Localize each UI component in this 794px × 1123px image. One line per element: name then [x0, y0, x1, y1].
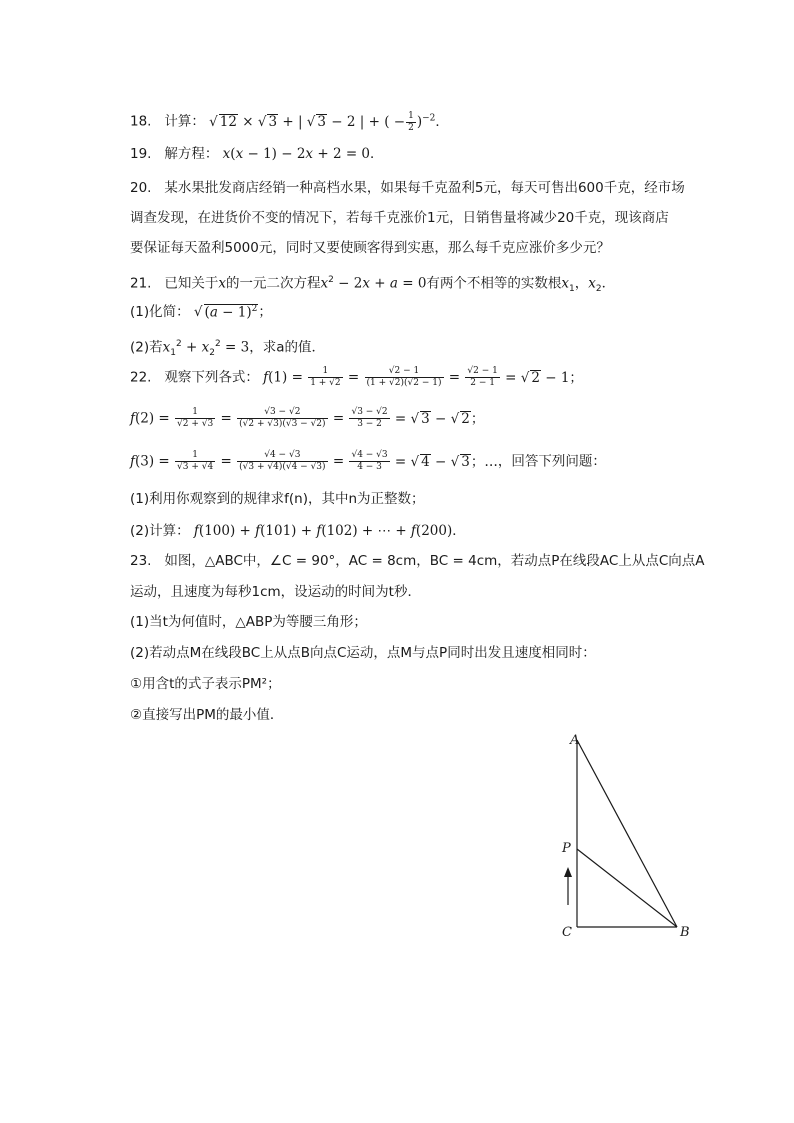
question-label: 计算：	[164, 113, 205, 130]
part-suffix: ，求a的值．	[249, 339, 325, 356]
part-label: (2)计算：	[130, 523, 190, 539]
question-number: 22.	[130, 369, 152, 386]
label-b: B	[680, 925, 690, 940]
triangle-figure	[550, 728, 710, 948]
part-prefix: (2)若	[130, 339, 163, 356]
question-18: 18. 计算： √ 12 × √ 3 + | √ 3 − 2 | + ( − $\frac{1}{2}$ )$^{-2}$．	[130, 110, 449, 133]
question-23-sub-2: ②直接写出PM的最小值．	[130, 707, 284, 723]
question-22-part-1: (1)利用你观察到的规律求f(n)，其中n为正整数；	[130, 491, 425, 507]
question-number: 23.	[130, 553, 152, 569]
motion-arrow-head	[564, 867, 572, 877]
part-label: (1)化简：	[130, 304, 190, 320]
question-21-part-1: (1)化简： √ $(a - 1)^2$；	[130, 303, 272, 320]
question-23-part-2: (2)若动点M在线段BC上从点B向点C运动，点M与点P同时出发且速度相同时：	[130, 645, 596, 661]
question-20-line-3: 要保证每天盈利5000元，同时又要使顾客得到实惠，那么每千克应涨价多少元？	[130, 240, 610, 256]
question-19: 19. 解方程： x(x − 1) − 2x + 2 = 0．	[130, 146, 384, 162]
question-tail: ，回答下列问题：	[497, 453, 606, 470]
question-23-line-2: 运动，且速度为每秒1cm，设运动的时间为t秒．	[130, 584, 421, 600]
question-23-sub-1: ①用含t的式子表示PM²；	[130, 676, 281, 692]
question-intro: 观察下列各式：	[164, 369, 259, 386]
question-22-f2: f(2) = $\frac{1}{√2 + √3}$ = $\frac{√3 - √2}{(√2 + √3)(√3 - √2)}$ = $\frac{√3 - √2}{3 - 2}$ = √ 3 − √ 2；	[130, 407, 485, 429]
question-number: 21.	[130, 275, 152, 292]
question-23-line-1	[130, 551, 705, 571]
question-22-f3: f(3) = $\frac{1}{√3 + √4}$ = $\frac{√4 - √3}{(√3 + √4)(√4 - √3)}$ = $\frac{√4 - √3}{4 - 3}$ = √ 4 − √ 3；…，回答下列问题：	[130, 450, 606, 472]
question-number: 19.	[130, 146, 152, 162]
segment-ab	[577, 740, 677, 927]
question-20-line-2: 调查发现，在进货价不变的情况下，若每千克涨价1元，日销售量将减少20千克，现该商店	[130, 210, 669, 226]
question-label: 解方程：	[164, 146, 219, 162]
segment-pb	[577, 849, 677, 927]
question-21: 21. 已知关于x的一元二次方程$x^2 - 2x + a = 0$有两个不相等的实数根$x_1$，$x_2$．	[130, 275, 616, 295]
label-p: P	[562, 841, 571, 856]
question-22: 22. 观察下列各式： f(1) = $\frac{1}{1 + √2}$ = $\frac{√2 - 1}{(1 + √2)(√2 - 1)}$ = $\frac{√2 - 1}{2 - 1}$ = √ 2 − 1；	[130, 366, 583, 388]
label-c: C	[562, 925, 572, 940]
question-text: 某水果批发商店经销一种高档水果，如果每千克盈利5元，每天可售出600千克，经市场	[164, 180, 685, 196]
question-20-line-1	[130, 178, 685, 198]
question-text: 如图，△ABC中，∠C = 90°，AC = 8cm，BC = 4cm，若动点P在线段AC上从点C向点A	[164, 553, 705, 569]
question-number: 20.	[130, 180, 152, 196]
question-21-part-2: (2)若$x_1^2 + x_2^2 = 3$，求a的值．	[130, 339, 325, 359]
question-23-part-1: (1)当t为何值时，△ABP为等腰三角形；	[130, 614, 367, 630]
question-number: 18.	[130, 113, 152, 130]
label-a: A	[570, 733, 580, 748]
question-22-part-2: (2)计算： f(100) + f(101) + f(102) + ⋯ + f(200)．	[130, 523, 466, 539]
